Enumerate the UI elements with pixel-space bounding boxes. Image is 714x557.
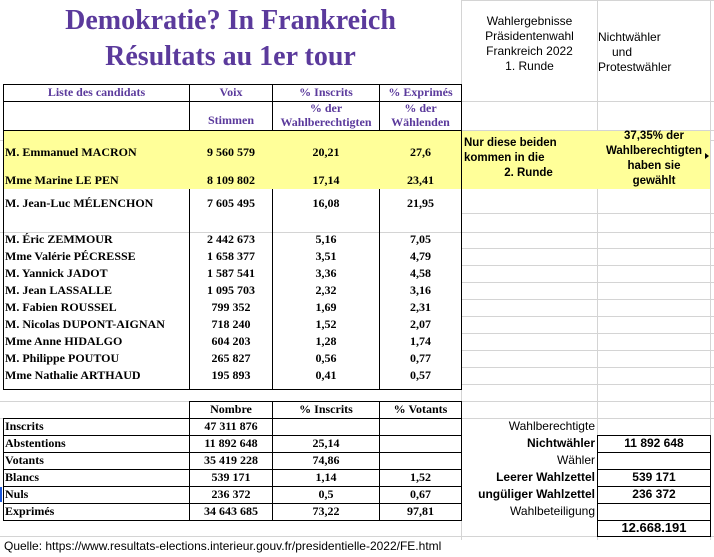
header-stimmen: Stimmen — [208, 113, 254, 127]
candidate-pct-exprimes: 21,95 — [407, 196, 434, 210]
summary-label: Exprimés — [5, 504, 55, 518]
title-line2: Résultats au 1er tour — [105, 41, 356, 72]
header-pct-inscrits: % Inscrits — [299, 85, 353, 99]
candidate-name: M. Nicolas DUPONT-AIGNAN — [5, 317, 165, 331]
gridline — [461, 248, 714, 249]
summary-nombre: 47 311 876 — [204, 419, 258, 433]
side-border — [597, 536, 711, 537]
side-header-line4: 1. Runde — [505, 59, 554, 73]
header-waehlenden: Wählenden — [391, 115, 450, 129]
summary-pct-inscrits — [273, 418, 379, 435]
gridline — [461, 367, 714, 368]
final-total-value: 12.668.191 — [621, 520, 687, 535]
pct-note-line4: gewählt — [632, 175, 676, 187]
nichtwaehler-header-line3: Protestwähler — [598, 60, 672, 74]
candidate-pct-exprimes: 0,57 — [410, 368, 431, 382]
side-header-line2: Präsidentenwahl — [485, 29, 574, 43]
runoff-note-line1: Nur diese beiden — [464, 137, 557, 149]
candidate-voix: 8 109 802 — [207, 173, 255, 187]
candidate-voix: 2 442 673 — [207, 232, 255, 246]
pct-note-line1: 37,35% der — [623, 130, 685, 142]
candidate-pct-inscrits: 3,36 — [315, 266, 337, 280]
overflow-arrow-icon — [705, 153, 709, 159]
candidate-pct-inscrits: 20,21 — [312, 145, 340, 159]
candidate-pct-inscrits: 17,14 — [312, 173, 340, 187]
nichtwaehler-header-line2: und — [611, 45, 633, 59]
nichtwaehler-header-line1: Nichtwähler — [598, 30, 661, 44]
candidate-pct-exprimes: 3,16 — [410, 283, 431, 297]
summary-label: Inscrits — [5, 419, 44, 433]
summary-pct-votants — [380, 435, 461, 452]
table-border — [461, 84, 462, 390]
table-border — [3, 389, 461, 390]
pct-note-line3: haben sie — [627, 160, 681, 172]
summary-pct-votants: 1,52 — [410, 470, 431, 484]
side-border — [597, 503, 711, 504]
side-label: Wähler — [556, 453, 595, 467]
summary-border — [3, 520, 462, 521]
gridline — [461, 213, 714, 214]
candidate-name: M. Philippe POUTOU — [5, 351, 120, 365]
candidate-voix: 718 240 — [211, 317, 251, 331]
candidate-name: Mme Anne HIDALGO — [5, 334, 123, 348]
summary-pct-inscrits: 73,22 — [312, 504, 340, 518]
runoff-note-line3: 2. Runde — [504, 167, 553, 179]
gridline — [461, 101, 714, 102]
candidate-pct-exprimes: 4,58 — [410, 266, 431, 280]
candidate-voix: 265 827 — [211, 351, 251, 365]
gridline — [461, 316, 714, 317]
side-border — [710, 435, 711, 537]
candidate-voix: 195 893 — [211, 368, 251, 382]
summary-pct-votants — [380, 418, 461, 435]
candidate-voix: 1 658 377 — [207, 249, 255, 263]
candidate-name: Mme Nathalie ARTHAUD — [5, 368, 141, 382]
summary-pct-inscrits: 1,14 — [315, 470, 337, 484]
candidate-name: M. Jean-Luc MÉLENCHON — [5, 196, 154, 210]
table-border — [3, 84, 4, 390]
cell-cursor — [0, 487, 2, 502]
candidate-pct-exprimes: 0,77 — [410, 351, 431, 365]
header-wahlberechtigten: Wahlberechtigten — [280, 115, 372, 129]
side-label: Wahlbeteiligung — [510, 504, 595, 518]
candidate-voix: 799 352 — [211, 300, 251, 314]
summary-pct-votants: 0,67 — [410, 487, 431, 501]
candidate-voix: 1 587 541 — [207, 266, 255, 280]
candidate-pct-inscrits: 1,52 — [315, 317, 337, 331]
side-label: ungüliger Wahlzettel — [478, 487, 595, 501]
summary-label: Abstentions — [5, 436, 66, 450]
side-value: 11 892 648 — [624, 436, 684, 450]
summary-label: Blancs — [5, 470, 40, 484]
candidate-name: M. Éric ZEMMOUR — [5, 232, 113, 246]
gridline — [461, 0, 714, 1]
candidate-pct-exprimes: 7,05 — [410, 232, 431, 246]
candidate-name: M. Fabien ROUSSEL — [5, 300, 117, 314]
gridline — [461, 265, 714, 266]
candidate-voix: 604 203 — [211, 334, 251, 348]
header-candidates: Liste des candidats — [47, 85, 146, 99]
candidate-voix: 7 605 495 — [207, 196, 255, 210]
summary-nombre: 236 372 — [211, 487, 251, 501]
side-label: Nichtwähler — [526, 436, 595, 450]
summary-pct-inscrits: 74,86 — [312, 453, 340, 467]
candidate-pct-inscrits: 1,69 — [315, 300, 337, 314]
summary-pct-votants: 97,81 — [407, 504, 434, 518]
summary-label: Votants — [5, 453, 44, 467]
candidate-name: M. Emmanuel MACRON — [5, 145, 137, 159]
candidate-pct-inscrits: 0,41 — [315, 368, 337, 382]
side-border — [597, 452, 711, 453]
gridline — [461, 299, 714, 300]
side-header-line1: Wahlergebnisse — [486, 14, 573, 28]
candidate-pct-inscrits: 5,16 — [315, 232, 337, 246]
gridline — [461, 384, 714, 385]
candidate-pct-inscrits: 1,28 — [315, 334, 337, 348]
summary-pct-votants — [380, 452, 461, 469]
header-pct-exprimes: % Exprimés — [388, 85, 453, 99]
gridline — [461, 282, 714, 283]
summary-label: Nuls — [5, 487, 29, 501]
header-voix: Voix — [219, 85, 243, 99]
source-note: Quelle: https://www.resultats-elections.interieur.gouv.fr/presidentielle-2022/FE.html — [4, 539, 442, 553]
summary-header-nombre: Nombre — [210, 402, 252, 416]
runoff-note-line2: kommen in die — [464, 152, 545, 164]
candidate-name: M. Yannick JADOT — [5, 266, 108, 280]
header-pct-der-2: % der — [404, 101, 437, 115]
candidate-pct-inscrits: 0,56 — [315, 351, 337, 365]
candidate-name: Mme Marine LE PEN — [5, 173, 119, 187]
candidate-pct-inscrits: 16,08 — [312, 196, 340, 210]
side-header-line3: Frankreich 2022 — [486, 44, 573, 58]
candidate-name: Mme Valérie PÉCRESSE — [5, 249, 136, 263]
side-label: Leerer Wahlzettel — [496, 470, 595, 484]
candidate-pct-exprimes: 2,31 — [410, 300, 431, 314]
summary-border — [3, 418, 4, 521]
summary-nombre: 35 419 228 — [204, 453, 258, 467]
gridline — [461, 350, 714, 351]
title-line1: Demokratie? In Frankreich — [65, 5, 396, 36]
summary-pct-inscrits: 25,14 — [312, 436, 340, 450]
pct-note-line2: Wahlberechtigten — [605, 145, 703, 157]
side-value: 539 171 — [632, 470, 676, 484]
candidate-pct-exprimes: 2,07 — [410, 317, 431, 331]
summary-nombre: 11 892 648 — [204, 436, 258, 450]
gridline — [461, 333, 714, 334]
side-value: 236 372 — [632, 487, 676, 501]
summary-nombre: 539 171 — [211, 470, 251, 484]
header-pct-der-1: % der — [309, 101, 343, 115]
summary-nombre: 34 643 685 — [204, 504, 258, 518]
candidate-pct-exprimes: 23,41 — [407, 173, 434, 187]
candidate-pct-exprimes: 1,74 — [410, 334, 431, 348]
candidate-pct-inscrits: 2,32 — [315, 283, 337, 297]
candidate-name: M. Jean LASSALLE — [5, 283, 113, 297]
candidate-voix: 9 560 579 — [207, 145, 255, 159]
side-label: Wahlberechtigte — [508, 419, 595, 433]
summary-header-pct-votants: % Votants — [393, 402, 448, 416]
candidate-voix: 1 095 703 — [207, 283, 255, 297]
candidate-pct-exprimes: 4,79 — [410, 249, 431, 263]
summary-pct-inscrits: 0,5 — [318, 487, 334, 501]
candidate-pct-exprimes: 27,6 — [410, 145, 431, 159]
candidate-pct-inscrits: 3,51 — [315, 249, 337, 263]
summary-header-pct-inscrits: % Inscrits — [299, 402, 353, 416]
